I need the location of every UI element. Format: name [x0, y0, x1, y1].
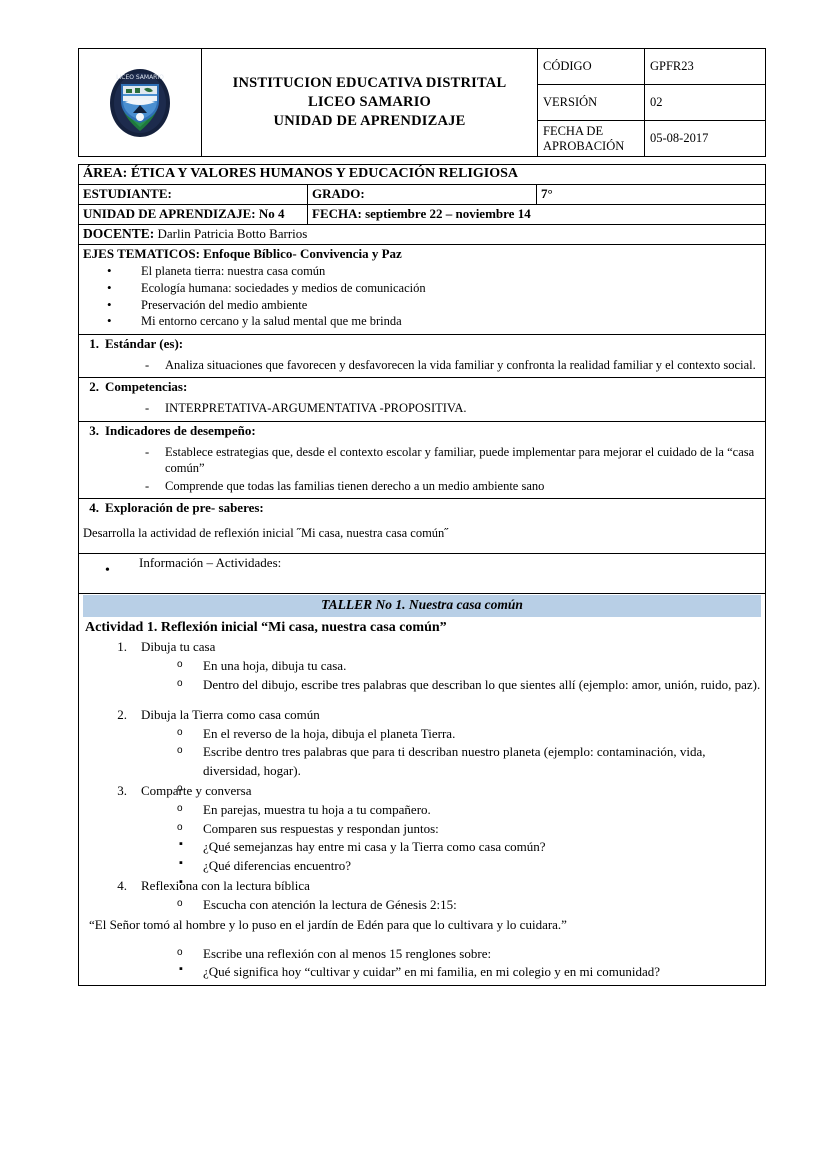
- step-number: 4.: [117, 878, 127, 894]
- competencias-heading: [83, 379, 761, 396]
- row-taller: [79, 594, 766, 986]
- step-number: 1.: [117, 639, 127, 655]
- unidad-cell: UNIDAD DE APRENDIZAJE: No 4: [79, 205, 308, 225]
- row-docente: [79, 225, 766, 245]
- competencias-cell: [79, 378, 766, 421]
- ejes-list: [83, 263, 761, 330]
- row-informacion: [79, 554, 766, 594]
- meta-value-version: 02: [645, 85, 766, 121]
- row-exploracion: [79, 499, 766, 554]
- list-item: • El planeta tierra: nuestra casa común: [83, 263, 761, 280]
- competencias-title: Competencias:: [105, 379, 188, 395]
- meta-value-codigo: GPFR23: [645, 49, 766, 85]
- ejes-cell: [79, 245, 766, 335]
- estandar-number: 1.: [89, 336, 99, 351]
- docente-value: Darlin Patricia Botto Barrios: [157, 226, 308, 241]
- competencias-number: 2.: [89, 379, 99, 395]
- exploracion-paragraph: Desarrolla la actividad de reflexión inicial ˝Mi casa, nuestra casa común˝: [83, 526, 449, 541]
- list-item: • Mi entorno cercano y la salud mental que me brinda: [83, 313, 761, 330]
- spacer: [141, 935, 761, 945]
- area-cell: ÁREA: ÉTICA Y VALORES HUMANOS Y EDUCACIÓN RELIGIOSA: [79, 165, 766, 185]
- list-item: o Escribe una reflexión con al menos 15 renglones sobre:: [141, 945, 761, 964]
- row-competencias: [79, 378, 766, 421]
- step-number: 3.: [117, 783, 127, 799]
- taller-cell: [79, 594, 766, 986]
- row-unidad-fecha: [79, 205, 766, 225]
- logo-cell: [79, 49, 202, 157]
- exploracion-title: Exploración de pre- saberes:: [105, 500, 264, 516]
- step-text: Comparte y conversa: [141, 783, 252, 799]
- header-row-codigo: [79, 49, 766, 85]
- step-sublist: [141, 725, 761, 782]
- activity-steps-list: [83, 638, 761, 982]
- exploracion-cell: [79, 499, 766, 554]
- institution-title-line-2: LICEO SAMARIO: [307, 93, 432, 110]
- school-crest-icon: [108, 67, 172, 139]
- bullet-icon: •: [105, 563, 110, 579]
- docente-label: DOCENTE:: [83, 226, 155, 241]
- list-item: - Comprende que todas las familias tienen derecho a un medio ambiente sano: [83, 478, 761, 495]
- list-item: [83, 706, 761, 781]
- indicadores-number: 3.: [89, 422, 99, 438]
- step-sublist: [141, 896, 761, 915]
- meta-label-codigo: CÓDIGO: [538, 49, 645, 85]
- informacion-label: Información – Actividades:: [139, 555, 282, 571]
- step-sublist: [141, 657, 761, 695]
- step-subsublist: [141, 838, 761, 876]
- step-text: Dibuja tu casa: [141, 639, 216, 655]
- spacer: [83, 696, 761, 706]
- indicadores-heading: [83, 423, 761, 440]
- estandar-list: [83, 357, 761, 374]
- step-text: Dibuja la Tierra como casa común: [141, 706, 320, 722]
- grado-cell: GRADO:: [308, 185, 537, 205]
- list-item: o Escribe dentro tres palabras que para ti describan nuestro planeta (ejemplo: contaminación, vida, diversidad, hogar).: [141, 743, 761, 781]
- list-item: - Analiza situaciones que favorecen y desfavorecen la vida familiar y confronta la realidad familiar y el contexto social.: [83, 357, 761, 374]
- row-estandar: [79, 335, 766, 378]
- svg-text:LICEO SAMARIO: LICEO SAMARIO: [116, 73, 164, 81]
- row-ejes-tematicos: [79, 245, 766, 335]
- list-item: o En parejas, muestra tu hoja a tu compañero.: [141, 801, 761, 820]
- meta-label-fecha-aprobacion: FECHA DE APROBACIÓN: [538, 121, 645, 157]
- list-item: o Escucha con atención la lectura de Génesis 2:15:: [141, 896, 761, 915]
- bible-quote: “El Señor tomó al hombre y lo puso en el jardín de Edén para que lo cultivara y lo cuidara.”: [89, 916, 567, 932]
- document-header-table: [78, 48, 766, 157]
- indicadores-cell: [79, 421, 766, 498]
- unit-plan-table: [78, 164, 766, 986]
- step-sublist-2: [141, 945, 761, 964]
- row-indicadores: [79, 421, 766, 498]
- meta-value-fecha-aprobacion: 05-08-2017: [645, 121, 766, 157]
- list-item: o En una hoja, dibuja tu casa.: [141, 657, 761, 676]
- list-item: • Preservación del medio ambiente: [83, 297, 761, 314]
- informacion-cell: [79, 554, 766, 594]
- meta-label-version: VERSIÓN: [538, 85, 645, 121]
- list-item: - INTERPRETATIVA-ARGUMENTATIVA -PROPOSITIVA.: [83, 400, 761, 417]
- list-item: o Dentro del dibujo, escribe tres palabras que describan lo que sientes allí (ejemplo: amor, unión, ruido, paz).: [141, 676, 761, 695]
- institution-title-line-1: INSTITUCION EDUCATIVA DISTRITAL: [232, 74, 507, 91]
- step-text: Reflexiona con la lectura bíblica: [141, 878, 310, 894]
- step-number: 2.: [117, 706, 127, 722]
- estudiante-cell: ESTUDIANTE:: [79, 185, 308, 205]
- indicadores-list: [83, 444, 761, 495]
- row-estudiante-grado: [79, 185, 766, 205]
- exploracion-number: 4.: [89, 500, 99, 516]
- list-item: [83, 877, 761, 982]
- exploracion-heading: [83, 500, 761, 517]
- taller-banner: TALLER No 1. Nuestra casa común: [83, 595, 761, 617]
- step-sublist: [141, 801, 761, 839]
- estandar-cell: [79, 335, 766, 378]
- institution-title-line-3: UNIDAD DE APRENDIZAJE: [273, 113, 466, 130]
- docente-cell: [79, 225, 766, 245]
- list-item: ▪ ¿Qué diferencias encuentro?: [141, 857, 761, 876]
- row-area: [79, 165, 766, 185]
- fecha-cell: FECHA: septiembre 22 – noviembre 14: [308, 205, 766, 225]
- institution-title-cell: [202, 49, 538, 157]
- ejes-heading: EJES TEMATICOS: Enfoque Bíblico- Convivencia y Paz: [83, 246, 402, 261]
- list-item: ▪ ¿Qué semejanzas hay entre mi casa y la Tierra como casa común?: [141, 838, 761, 857]
- step-subsublist-2: [141, 963, 761, 982]
- list-item: o Comparen sus respuestas y respondan juntos:: [141, 820, 761, 839]
- competencias-list: [83, 400, 761, 417]
- list-item: [83, 638, 761, 694]
- list-item: • Ecología humana: sociedades y medios de comunicación: [83, 280, 761, 297]
- grado-value-cell: 7°: [537, 185, 766, 205]
- estandar-title: Estándar (es):: [105, 336, 184, 351]
- list-item: o En el reverso de la hoja, dibuja el planeta Tierra.: [141, 725, 761, 744]
- list-item: ▪ ¿Qué significa hoy “cultivar y cuidar” en mi familia, en mi colegio y en mi comunidad?: [141, 963, 761, 982]
- list-item: - Establece estrategias que, desde el contexto escolar y familiar, puede implementar para mejorar el cuidado de la “casa común”: [83, 444, 761, 477]
- list-item: [83, 782, 761, 876]
- estandar-heading: [83, 336, 761, 353]
- activity-title: Actividad 1. Reflexión inicial “Mi casa, nuestra casa común”: [85, 620, 447, 636]
- indicadores-title: Indicadores de desempeño:: [105, 422, 256, 438]
